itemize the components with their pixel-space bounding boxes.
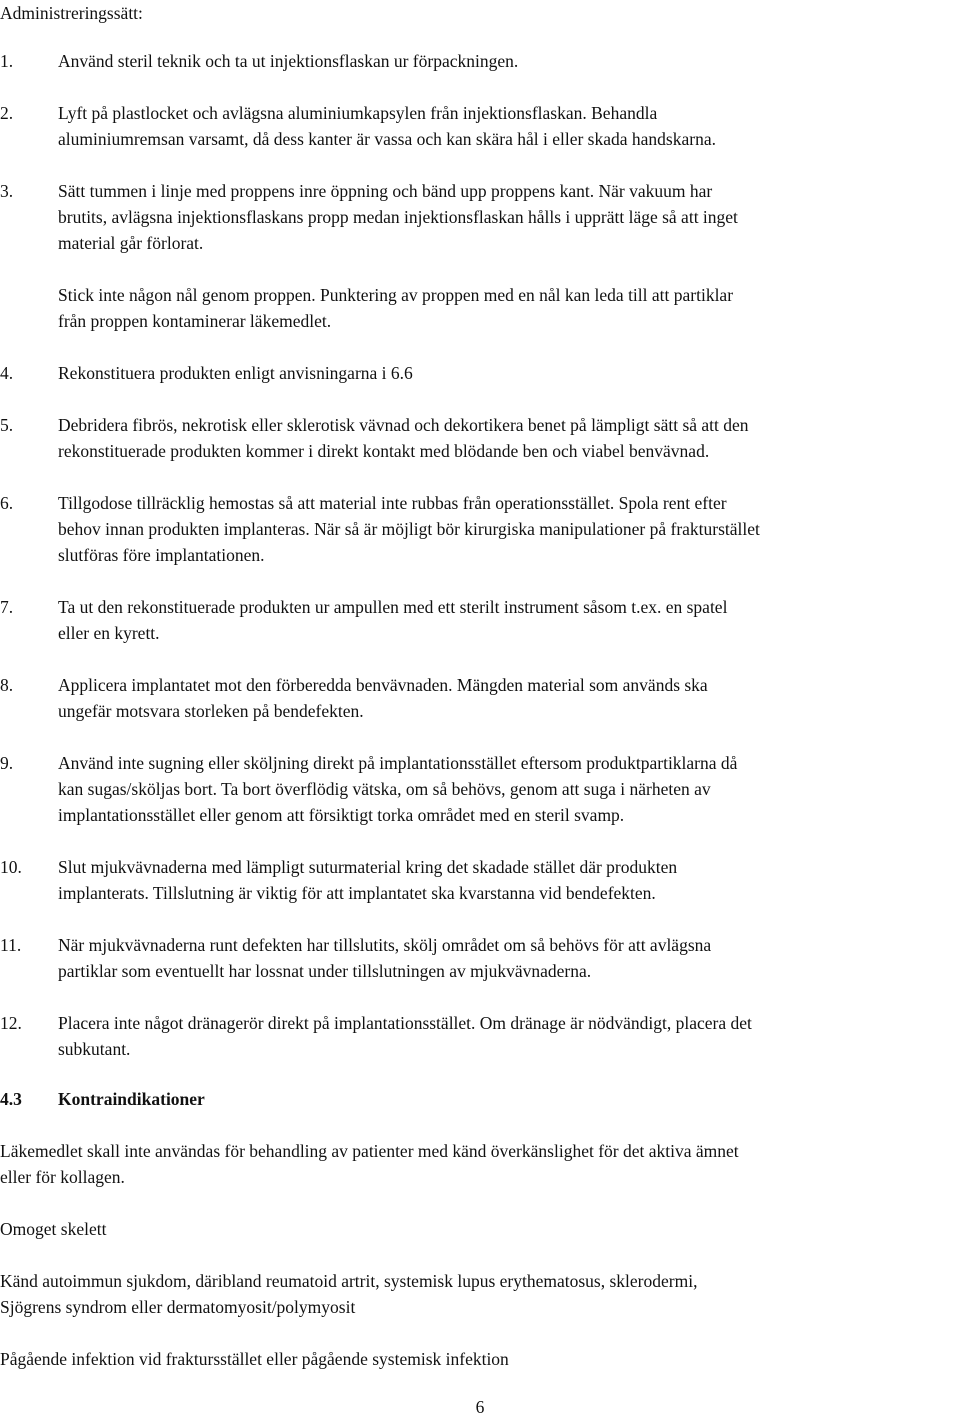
step-text-line: Debridera fibrös, nekrotisk eller sklerotisk vävnad och dekortikera benet på lämpligt sätt så att den xyxy=(58,415,749,435)
step-text-line: rekonstituerade produkten kommer i direkt kontakt med blödande ben och viabel benvävnad. xyxy=(58,441,710,461)
paragraph-line: Läkemedlet skall inte användas för behandling av patienter med känd överkänslighet för det aktiva ämnet xyxy=(0,1141,739,1161)
step-text-line: Slut mjukvävnaderna med lämpligt suturmaterial kring det skadade stället där produkten xyxy=(58,857,678,877)
step-text-line: Använd steril teknik och ta ut injektionsflaskan ur förpackningen. xyxy=(58,51,519,71)
step-text-line: partiklar som eventuellt har lossnat under tillslutningen av mjukvävnaderna. xyxy=(58,961,592,981)
step-text-line: Placera inte något dränagerör direkt på implantationsstället. Om dränage är nödvändigt, placera det xyxy=(58,1013,752,1033)
step-text-line: När mjukvävnaderna runt defekten har tillslutits, skölj området om så behövs för att avlägsna xyxy=(58,935,712,955)
step-text-line: ungefär motsvara storleken på bendefekten. xyxy=(58,701,364,721)
paragraph-line: Omoget skelett xyxy=(0,1219,107,1239)
paragraph-line: eller för kollagen. xyxy=(0,1167,125,1187)
step-text-line: aluminiumremsan varsamt, då dess kanter är vassa och kan skära hål i eller skada handskarna. xyxy=(58,129,716,149)
step-number: 9. xyxy=(0,753,14,773)
step-text-line: brutits, avlägsna injektionsflaskans propp medan injektionsflaskan hålls i upprätt läge så att inget xyxy=(58,207,738,227)
step-number: 1. xyxy=(0,51,14,71)
step-number: 3. xyxy=(0,181,14,201)
step-number: 6. xyxy=(0,493,14,513)
step-text-line: slutföras före implantationen. xyxy=(58,545,265,565)
step-text-line: Ta ut den rekonstituerade produkten ur ampullen med ett sterilt instrument såsom t.ex. en spatel xyxy=(58,597,728,617)
step-text-line: behov innan produkten implanteras. När så är möjligt bör kirurgiska manipulationer på frakturstället xyxy=(58,519,760,539)
step-text-line: Lyft på plastlocket och avlägsna aluminiumkapsylen från injektionsflaskan. Behandla xyxy=(58,103,658,123)
step-number: 4. xyxy=(0,363,14,383)
page-number: 6 xyxy=(475,1397,485,1417)
step-number: 8. xyxy=(0,675,14,695)
step-text-line: Applicera implantatet mot den förberedda benvävnaden. Mängden material som används ska xyxy=(58,675,708,695)
step-number: 7. xyxy=(0,597,14,617)
step-text-line: Använd inte sugning eller sköljning direkt på implantationsstället eftersom produktpartiklarna då xyxy=(58,753,738,773)
paragraph-line: Känd autoimmun sjukdom, däribland reumatoid artrit, systemisk lupus erythematosus, sklerodermi, xyxy=(0,1271,698,1291)
step-text-line: eller en kyrett. xyxy=(58,623,160,643)
step-text-line: Stick inte någon nål genom proppen. Punktering av proppen med en nål kan leda till att partiklar xyxy=(58,285,734,305)
step-number: 11. xyxy=(0,935,22,955)
step-number: 2. xyxy=(0,103,14,123)
step-number: 10. xyxy=(0,857,22,877)
step-text-line: Tillgodose tillräcklig hemostas så att material inte rubbas från operationsstället. Spola rent efter xyxy=(58,493,727,513)
step-text-line: implantationsstället eller genom att försiktigt torka området med en steril svamp. xyxy=(58,805,625,825)
step-number: 12. xyxy=(0,1013,22,1033)
step-text-line: material går förlorat. xyxy=(58,233,204,253)
step-text-line: Sätt tummen i linje med proppens inre öppning och bänd upp proppens kant. När vakuum har xyxy=(58,181,713,201)
section-title: Kontraindikationer xyxy=(58,1089,205,1109)
paragraph-line: Pågående infektion vid fraktursstället eller pågående systemisk infektion xyxy=(0,1349,509,1369)
step-text-line: Rekonstituera produkten enligt anvisningarna i 6.6 xyxy=(58,363,413,383)
step-text-line: från proppen kontaminerar läkemedlet. xyxy=(58,311,332,331)
step-text-line: implanterats. Tillslutning är viktig för att implantatet ska kvarstanna vid bendefekten. xyxy=(58,883,656,903)
section-number: 4.3 xyxy=(0,1089,22,1109)
administration-label: Administreringssätt: xyxy=(0,3,143,23)
paragraph-line: Sjögrens syndrom eller dermatomyosit/polymyosit xyxy=(0,1297,356,1317)
step-text-line: subkutant. xyxy=(58,1039,131,1059)
step-number: 5. xyxy=(0,415,14,435)
step-text-line: kan sugas/sköljas bort. Ta bort överflödig vätska, om så behövs, genom att suga i närheten av xyxy=(58,779,711,799)
